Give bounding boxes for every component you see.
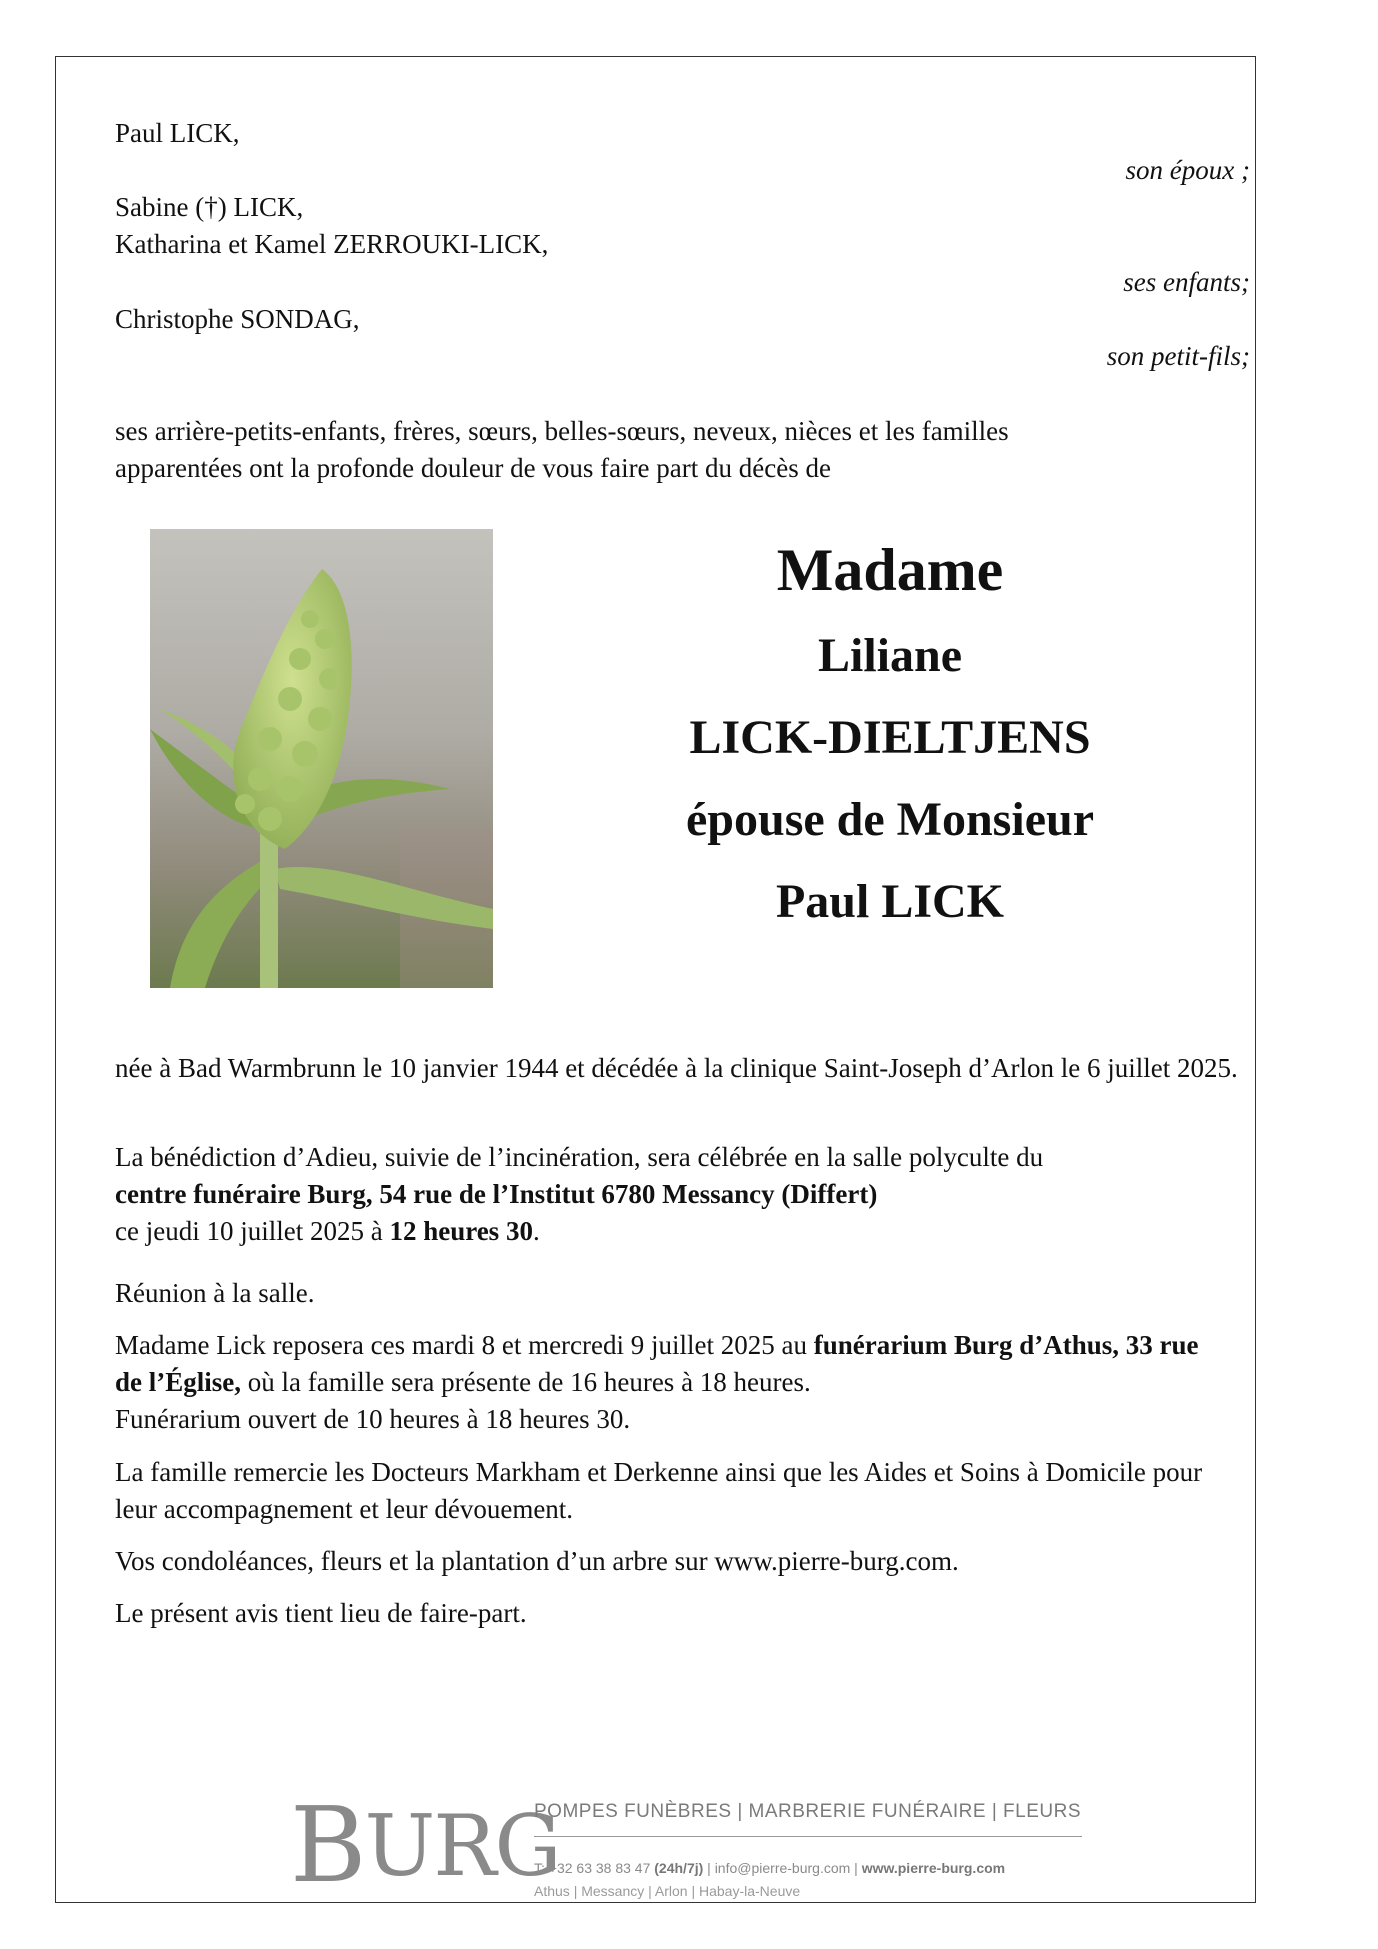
intro-line: apparentées ont la profonde douleur de vous faire part du décès de bbox=[115, 453, 831, 483]
visitation-text bbox=[115, 1327, 1225, 1438]
ceremony-end: . bbox=[532, 1216, 540, 1246]
footer-phone: T: +32 63 38 83 47 bbox=[534, 1860, 655, 1876]
footer-contact bbox=[534, 1860, 1005, 1876]
memorial-photo bbox=[150, 529, 493, 988]
spouse-name: Paul LICK, bbox=[115, 118, 240, 148]
footer-locations: Athus | Messancy | Arlon | Habay-la-Neuve bbox=[534, 1883, 801, 1899]
ceremony-intro: La bénédiction d’Adieu, suivie de l’incinération, sera célébrée en la salle polyculte du bbox=[115, 1142, 1044, 1172]
birth-death-text: née à Bad Warmbrunn le 10 janvier 1944 et décédée à la clinique Saint-Joseph d’Arlon le 6 juillet 2025. bbox=[115, 1053, 1238, 1083]
thanks-text: La famille remercie les Docteurs Markham et Derkenne ainsi que les Aides et Soins à Domicile pour leur accompagnement et leur dévouement. bbox=[115, 1457, 1203, 1524]
notice-text: Le présent avis tient lieu de faire-part. bbox=[115, 1598, 527, 1628]
logo-initial: B bbox=[290, 1784, 365, 1906]
visitation-intro: Madame Lick reposera ces mardi 8 et mercredi 9 juillet 2025 au bbox=[115, 1330, 814, 1360]
deceased-first-name: Liliane bbox=[817, 629, 963, 682]
logo-rest: URG bbox=[364, 1797, 560, 1895]
deceased-last-name: LICK-DIELTJENS bbox=[689, 711, 1091, 764]
spouse-role: son époux ; bbox=[1125, 155, 1250, 185]
footer-website: www.pierre-burg.com bbox=[861, 1860, 1006, 1876]
intro-line: ses arrière-petits-enfants, frères, sœurs, belles-sœurs, neveux, nièces et les familles bbox=[115, 416, 1009, 446]
burg-logo bbox=[290, 1784, 560, 1906]
footer-divider bbox=[534, 1836, 1082, 1837]
grandchild-role: son petit-fils; bbox=[1106, 341, 1250, 371]
ceremony-date bbox=[115, 1213, 1255, 1250]
flower-image bbox=[150, 529, 493, 988]
ceremony-place: centre funéraire Burg, 54 rue de l’Institut 6780 Messancy (Differt) bbox=[115, 1179, 878, 1209]
footer-phone-hours: (24h/7j) bbox=[654, 1860, 704, 1876]
reunion-text: Réunion à la salle. bbox=[115, 1278, 315, 1308]
deceased-spouse-name: Paul LICK bbox=[775, 875, 1005, 928]
footer-email: | info@pierre-burg.com | bbox=[703, 1860, 862, 1876]
ceremony-date-prefix: ce jeudi 10 juillet 2025 à bbox=[115, 1216, 390, 1246]
deceased-title: Madame bbox=[776, 537, 1004, 603]
ceremony-text bbox=[115, 1139, 1255, 1250]
grandchild-name: Christophe SONDAG, bbox=[115, 304, 360, 334]
children-role: ses enfants; bbox=[1123, 267, 1250, 297]
child-name: Katharina et Kamel ZERROUKI-LICK, bbox=[115, 229, 549, 259]
deceased-spouse-of: épouse de Monsieur bbox=[686, 793, 1094, 846]
ceremony-time: 12 heures 30 bbox=[389, 1216, 533, 1246]
visitation-presence: où la famille sera présente de 16 heures à 18 heures. bbox=[241, 1367, 811, 1397]
child-name: Sabine (†) LICK, bbox=[115, 192, 304, 222]
visitation-place: funérarium Burg d’Athus, 33 rue de l’Église, bbox=[115, 1330, 1199, 1397]
visitation-hours: Funérarium ouvert de 10 heures à 18 heures 30. bbox=[115, 1404, 631, 1434]
condolences-text: Vos condoléances, fleurs et la plantation d’un arbre sur www.pierre-burg.com. bbox=[115, 1546, 959, 1576]
footer-services: POMPES FUNÈBRES | MARBRERIE FUNÉRAIRE | FLEURS bbox=[534, 1801, 1082, 1822]
